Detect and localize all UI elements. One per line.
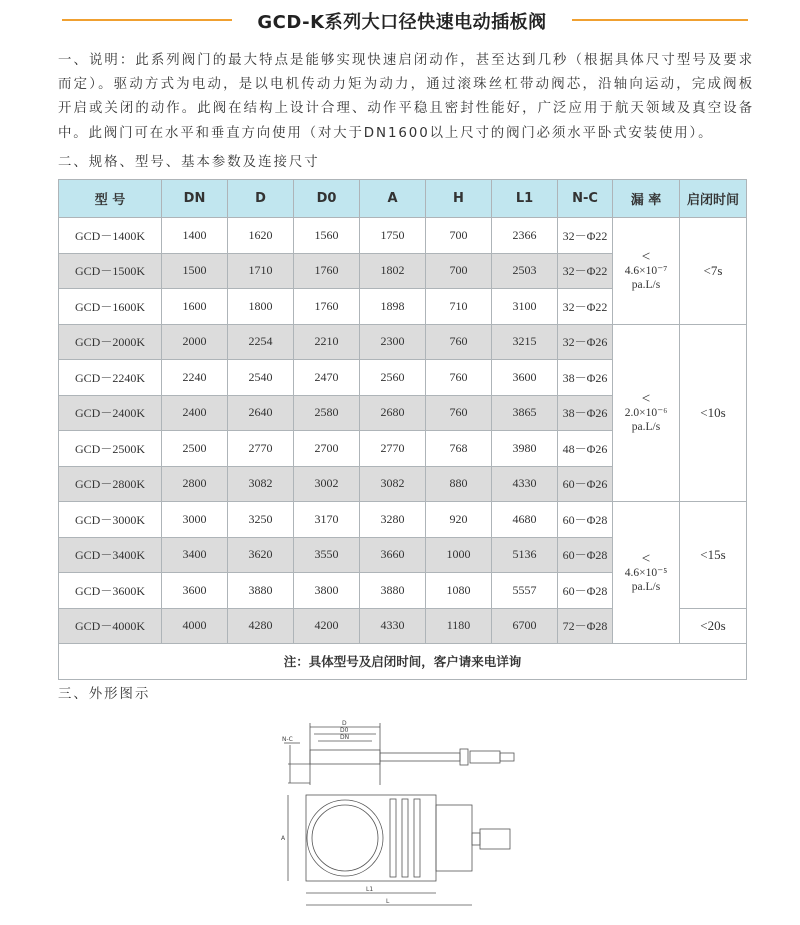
section-drawing-heading: 三、外形图示 <box>58 687 151 702</box>
cell-model: GCD－1500K <box>59 253 162 289</box>
cell-nc: 32－Φ22 <box>558 218 613 254</box>
cell-l1: 3865 <box>492 395 558 431</box>
leak-rate-value: 4.6×10⁻⁷ <box>624 264 668 277</box>
title-bar <box>0 8 800 34</box>
cell-d0: 3550 <box>294 537 360 573</box>
cell-d0: 1760 <box>294 289 360 325</box>
cell-l1: 2503 <box>492 253 558 289</box>
header-nc: N-C <box>558 180 613 218</box>
drawing-label-l1: L1 <box>366 886 374 893</box>
leak-rate-value: 2.0×10⁻⁶ <box>624 406 668 419</box>
leak-rate-lt: < <box>641 248 651 265</box>
leak-rate-lt: < <box>641 550 651 567</box>
cell-l1: 3980 <box>492 431 558 467</box>
cell-d: 3880 <box>228 573 294 609</box>
cell-dn: 2800 <box>162 466 228 502</box>
title-rule-left <box>62 19 232 21</box>
cell-nc: 32－Φ22 <box>558 289 613 325</box>
cell-nc: 60－Φ28 <box>558 537 613 573</box>
header-h: H <box>426 180 492 218</box>
cell-model: GCD－4000K <box>59 608 162 644</box>
cell-model: GCD－3400K <box>59 537 162 573</box>
cell-a: 1898 <box>360 289 426 325</box>
cell-l1: 5557 <box>492 573 558 609</box>
cell-d: 4280 <box>228 608 294 644</box>
cell-dn: 1500 <box>162 253 228 289</box>
cell-model: GCD－3000K <box>59 502 162 538</box>
cell-l1: 6700 <box>492 608 558 644</box>
cell-model: GCD－2400K <box>59 395 162 431</box>
table-row <box>59 502 747 538</box>
header-l1: L1 <box>492 180 558 218</box>
cell-dn: 1600 <box>162 289 228 325</box>
cell-a: 1802 <box>360 253 426 289</box>
table-row <box>59 324 747 360</box>
leak-rate-unit: pa.L/s <box>631 278 661 291</box>
cell-nc: 38－Φ26 <box>558 360 613 396</box>
cell-leak-rate <box>613 218 680 325</box>
cell-d0: 1760 <box>294 253 360 289</box>
cell-l1: 5136 <box>492 537 558 573</box>
cell-d0: 2470 <box>294 360 360 396</box>
cell-d: 2254 <box>228 324 294 360</box>
header-d: D <box>228 180 294 218</box>
cell-model: GCD－3600K <box>59 573 162 609</box>
cell-leak-rate <box>613 324 680 502</box>
cell-model: GCD－2800K <box>59 466 162 502</box>
cell-model: GCD－2500K <box>59 431 162 467</box>
cell-dn: 4000 <box>162 608 228 644</box>
cell-d: 2540 <box>228 360 294 396</box>
cell-h: 760 <box>426 324 492 360</box>
cell-h: 880 <box>426 466 492 502</box>
cell-d: 3620 <box>228 537 294 573</box>
cell-l1: 4680 <box>492 502 558 538</box>
cell-l1: 3215 <box>492 324 558 360</box>
cell-model: GCD－1400K <box>59 218 162 254</box>
page-title: GCD-K系列大口径快速电动插板阀 <box>257 12 547 33</box>
cell-l1: 3100 <box>492 289 558 325</box>
leak-rate-unit: pa.L/s <box>631 580 661 593</box>
cell-d0: 2580 <box>294 395 360 431</box>
valve-outline-drawing <box>270 715 545 915</box>
table-header-row <box>59 180 747 218</box>
header-leak-rate: 漏 率 <box>613 180 680 218</box>
drawing-label-dn: DN <box>340 734 350 741</box>
cell-dn: 1400 <box>162 218 228 254</box>
cell-h: 1000 <box>426 537 492 573</box>
cell-h: 1080 <box>426 573 492 609</box>
cell-a: 2680 <box>360 395 426 431</box>
cell-a: 2300 <box>360 324 426 360</box>
cell-d0: 3002 <box>294 466 360 502</box>
title-rule-right <box>572 19 748 21</box>
cell-d: 2640 <box>228 395 294 431</box>
cell-d0: 2210 <box>294 324 360 360</box>
cell-a: 3280 <box>360 502 426 538</box>
cell-open-close-time: <20s <box>680 608 747 644</box>
cell-d0: 3170 <box>294 502 360 538</box>
cell-l1: 2366 <box>492 218 558 254</box>
cell-open-close-time: <10s <box>680 324 747 502</box>
cell-d0: 1560 <box>294 218 360 254</box>
cell-h: 1180 <box>426 608 492 644</box>
leak-rate-lt: < <box>641 390 651 407</box>
header-open-close-time: 启闭时间 <box>680 180 747 218</box>
cell-leak-rate <box>613 502 680 644</box>
cell-dn: 2500 <box>162 431 228 467</box>
cell-dn: 2400 <box>162 395 228 431</box>
table-note-row <box>59 644 747 680</box>
spec-table <box>58 179 747 680</box>
cell-a: 3660 <box>360 537 426 573</box>
cell-d: 1800 <box>228 289 294 325</box>
cell-a: 2560 <box>360 360 426 396</box>
cell-d0: 3800 <box>294 573 360 609</box>
intro-paragraph: 一、说明：此系列阀门的最大特点是能够实现快速启闭动作，甚至达到几秒（根据具体尺寸型号及要求而定）。驱动方式为电动，是以电机传动力矩为动力，通过滚珠丝杠带动阀芯，沿轴向运动，完成阀板开启或关闭的动作。此阀在结构上设计合理、动作平稳且密封性能好，广泛应用于航天领域及真空设备中。此阀门可在水平和垂直方向使用（对大于DN1600以上尺寸的阀门必须水平卧式安装使用）。 <box>58 53 754 141</box>
cell-d: 2770 <box>228 431 294 467</box>
cell-d0: 4200 <box>294 608 360 644</box>
cell-h: 760 <box>426 360 492 396</box>
cell-dn: 3000 <box>162 502 228 538</box>
cell-h: 760 <box>426 395 492 431</box>
cell-h: 710 <box>426 289 492 325</box>
cell-h: 920 <box>426 502 492 538</box>
cell-a: 3082 <box>360 466 426 502</box>
cell-model: GCD－2240K <box>59 360 162 396</box>
header-model: 型 号 <box>59 180 162 218</box>
cell-nc: 32－Φ26 <box>558 324 613 360</box>
header-a: A <box>360 180 426 218</box>
cell-l1: 4330 <box>492 466 558 502</box>
cell-d: 3250 <box>228 502 294 538</box>
header-dn: DN <box>162 180 228 218</box>
cell-nc: 32－Φ22 <box>558 253 613 289</box>
cell-d: 1620 <box>228 218 294 254</box>
cell-nc: 72－Φ28 <box>558 608 613 644</box>
cell-dn: 3600 <box>162 573 228 609</box>
drawing-label-d0: D0 <box>340 727 349 734</box>
cell-dn: 2000 <box>162 324 228 360</box>
cell-a: 2770 <box>360 431 426 467</box>
table-note: 注：具体型号及启闭时间，客户请来电详询 <box>59 644 747 680</box>
leak-rate-value: 4.6×10⁻⁵ <box>624 566 668 579</box>
cell-model: GCD－2000K <box>59 324 162 360</box>
drawing-label-l: L <box>386 898 390 905</box>
table-row <box>59 218 747 254</box>
drawing-label-a: A <box>281 835 286 842</box>
leak-rate-unit: pa.L/s <box>631 420 661 433</box>
cell-l1: 3600 <box>492 360 558 396</box>
cell-h: 768 <box>426 431 492 467</box>
cell-dn: 2240 <box>162 360 228 396</box>
cell-d0: 2700 <box>294 431 360 467</box>
header-d0: D0 <box>294 180 360 218</box>
cell-h: 700 <box>426 218 492 254</box>
cell-a: 3880 <box>360 573 426 609</box>
cell-dn: 3400 <box>162 537 228 573</box>
cell-d: 3082 <box>228 466 294 502</box>
section-specs-heading: 二、规格、型号、基本参数及连接尺寸 <box>58 155 320 170</box>
cell-open-close-time: <7s <box>680 218 747 325</box>
cell-nc: 48－Φ26 <box>558 431 613 467</box>
cell-a: 4330 <box>360 608 426 644</box>
cell-open-close-time: <15s <box>680 502 747 609</box>
cell-a: 1750 <box>360 218 426 254</box>
cell-h: 700 <box>426 253 492 289</box>
table-body <box>59 218 747 644</box>
cell-nc: 60－Φ26 <box>558 466 613 502</box>
cell-nc: 60－Φ28 <box>558 573 613 609</box>
cell-nc: 38－Φ26 <box>558 395 613 431</box>
cell-d: 1710 <box>228 253 294 289</box>
drawing-label-d: D <box>342 720 347 727</box>
drawing-label-nc: N-C <box>282 736 293 743</box>
cell-model: GCD－1600K <box>59 289 162 325</box>
cell-nc: 60－Φ28 <box>558 502 613 538</box>
